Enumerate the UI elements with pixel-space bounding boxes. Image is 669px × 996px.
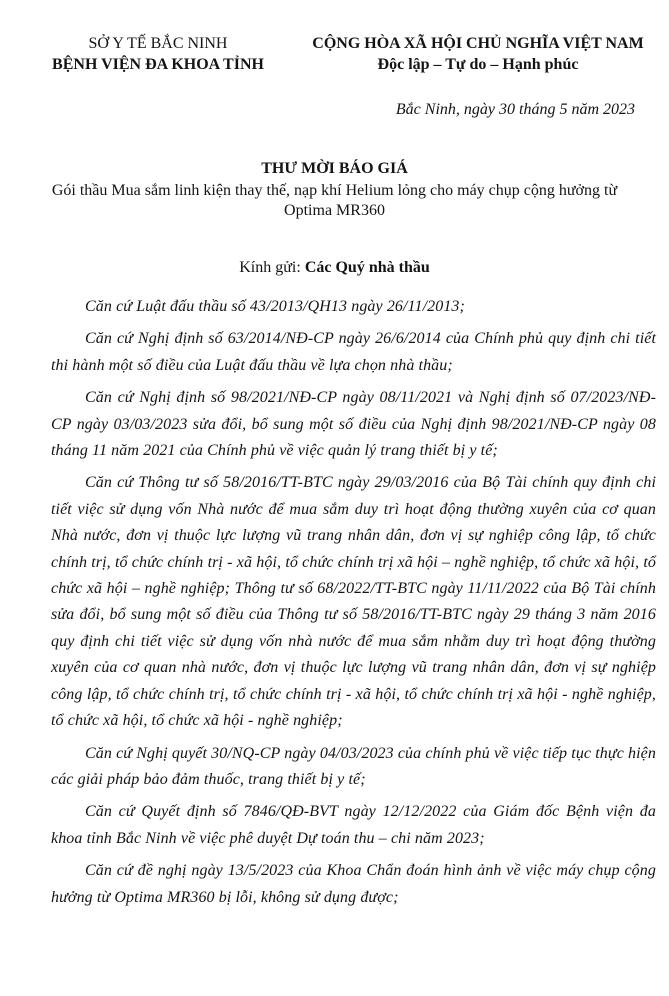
agency-parent: SỞ Y TẾ BẮC NINH — [88, 35, 228, 52]
greeting — [0, 259, 669, 277]
greeting-recipient: Các Quý nhà thầu — [304, 259, 430, 276]
legal-basis-paragraph: Căn cứ Luật đấu thầu số 43/2013/QH13 ngày 26/11/2013; — [85, 298, 465, 315]
document-body — [51, 294, 656, 917]
greeting-prefix: Kính gửi: — [239, 259, 305, 276]
legal-basis-paragraph: Căn cứ Nghị quyết 30/NQ-CP ngày 04/03/2023 của chính phủ về việc tiếp tục thực hiện các giải pháp bảo đảm thuốc, trang thiết bị y tế; — [51, 744, 656, 788]
agency-name: BỆNH VIỆN ĐA KHOA TỈNH — [52, 56, 264, 73]
place-date: Bắc Ninh, ngày 30 tháng 5 năm 2023 — [395, 101, 635, 118]
legal-basis-paragraph: Căn cứ đề nghị ngày 13/5/2023 của Khoa Chẩn đoán hình ảnh về việc máy chụp cộng hưởng từ Optima MR360 bị lỗi, không sử dụng được; — [51, 862, 656, 906]
legal-basis-paragraph: Căn cứ Nghị định số 98/2021/NĐ-CP ngày 08/11/2021 và Nghị định số 07/2023/NĐ-CP ngày 03/03/2023 sửa đổi, bổ sung một số điều của Nghị định 98/2021/NĐ-CP ngày 08 tháng 11 năm 2021 của Chính phủ về việc quản lý trang thiết bị y tế; — [51, 389, 656, 460]
legal-basis-paragraph: Căn cứ Nghị định số 63/2014/NĐ-CP ngày 26/6/2014 của Chính phủ quy định chi tiết thi hành một số điều của Luật đấu thầu về lựa chọn nhà thầu; — [51, 330, 656, 374]
issuing-agency — [48, 33, 268, 75]
national-motto — [290, 33, 666, 75]
document-title: THƯ MỜI BÁO GIÁ — [261, 160, 408, 177]
legal-basis-paragraph: Căn cứ Quyết định số 7846/QĐ-BVT ngày 12/12/2022 của Giám đốc Bệnh viện đa khoa tỉnh Bắc Ninh về việc phê duyệt Dự toán thu – chi năm 2023; — [51, 803, 656, 847]
document-subtitle: Gói thầu Mua sắm linh kiện thay thế, nạp khí Helium lỏng cho máy chụp cộng hưởng từ Optima MR360 — [51, 182, 618, 219]
nation-motto: Độc lập – Tự do – Hạnh phúc — [377, 56, 579, 73]
nation-title: CỘNG HÒA XÃ HỘI CHỦ NGHĨA VIỆT NAM — [312, 35, 644, 52]
legal-basis-paragraph: Căn cứ Thông tư số 58/2016/TT-BTC ngày 29/03/2016 của Bộ Tài chính quy định chi tiết việc sử dụng vốn Nhà nước để mua sắm duy trì hoạt động thường xuyên của cơ quan Nhà nước, đơn vị thuộc lực lượng vũ trang nhân dân, đơn vị sự nghiệp công lập, tổ chức chính trị, tổ chức chính trị - xã hội, tổ chức chính trị xã hội – nghề nghiệp, tổ chức xã hội, tổ chức xã hội – nghề nghiệp; Thông tư số 68/2022/TT-BTC ngày 11/11/2022 của Bộ Tài chính sửa đổi, bổ sung một số điều của Thông tư số 58/2016/TT-BTC ngày 29 tháng 3 năm 2016 quy định chi tiết việc sử dụng vốn nhà nước để mua sắm nhằm duy trì hoạt động thường xuyên của cơ quan nhà nước, đơn vị thuộc lực lượng vũ trang nhân dân, đơn vị sự nghiệp công lập, tổ chức chính trị, tổ chức chính trị - xã hội, tổ chức chính trị xã hội - nghề nghiệp, tổ chức xã hội, tổ chức xã hội - nghề nghiệp; — [51, 474, 656, 730]
